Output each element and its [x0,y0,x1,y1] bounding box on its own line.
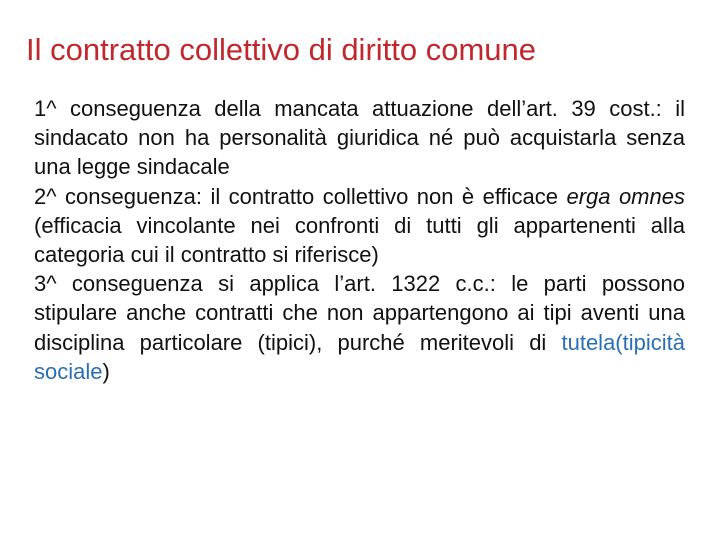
point-2 [34,182,685,270]
point-3-text-after: ) [102,358,110,384]
point-2-text-after: (efficacia vincolante nei confronti di tutti gli appartenenti alla categoria cui il contratto si riferisce) [34,212,685,268]
point-3-text-before: 3^ conseguenza si applica l’art. 1322 c.c.: le parti possono stipulare anche contratti che non appartengono ai tipi aventi una disciplina particolare (tipici), purché meritevoli di [34,271,685,355]
point-1-text: 1^ conseguenza della mancata attuazione dell’art. 39 cost.: il sindacato non ha personalità giuridica né può acquistarla senza una legge sindacale [34,96,685,180]
point-2-latin-term: erga omnes [566,183,685,209]
point-1 [34,94,685,182]
point-2-text-before: 2^ conseguenza: il contratto collettivo non è efficace [34,183,567,209]
point-3-highlighted-term: tutela(tipicità sociale [34,329,685,384]
slide-body [34,94,685,386]
slide-title: Il contratto collettivo di diritto comune [26,32,537,67]
point-3 [34,269,685,386]
